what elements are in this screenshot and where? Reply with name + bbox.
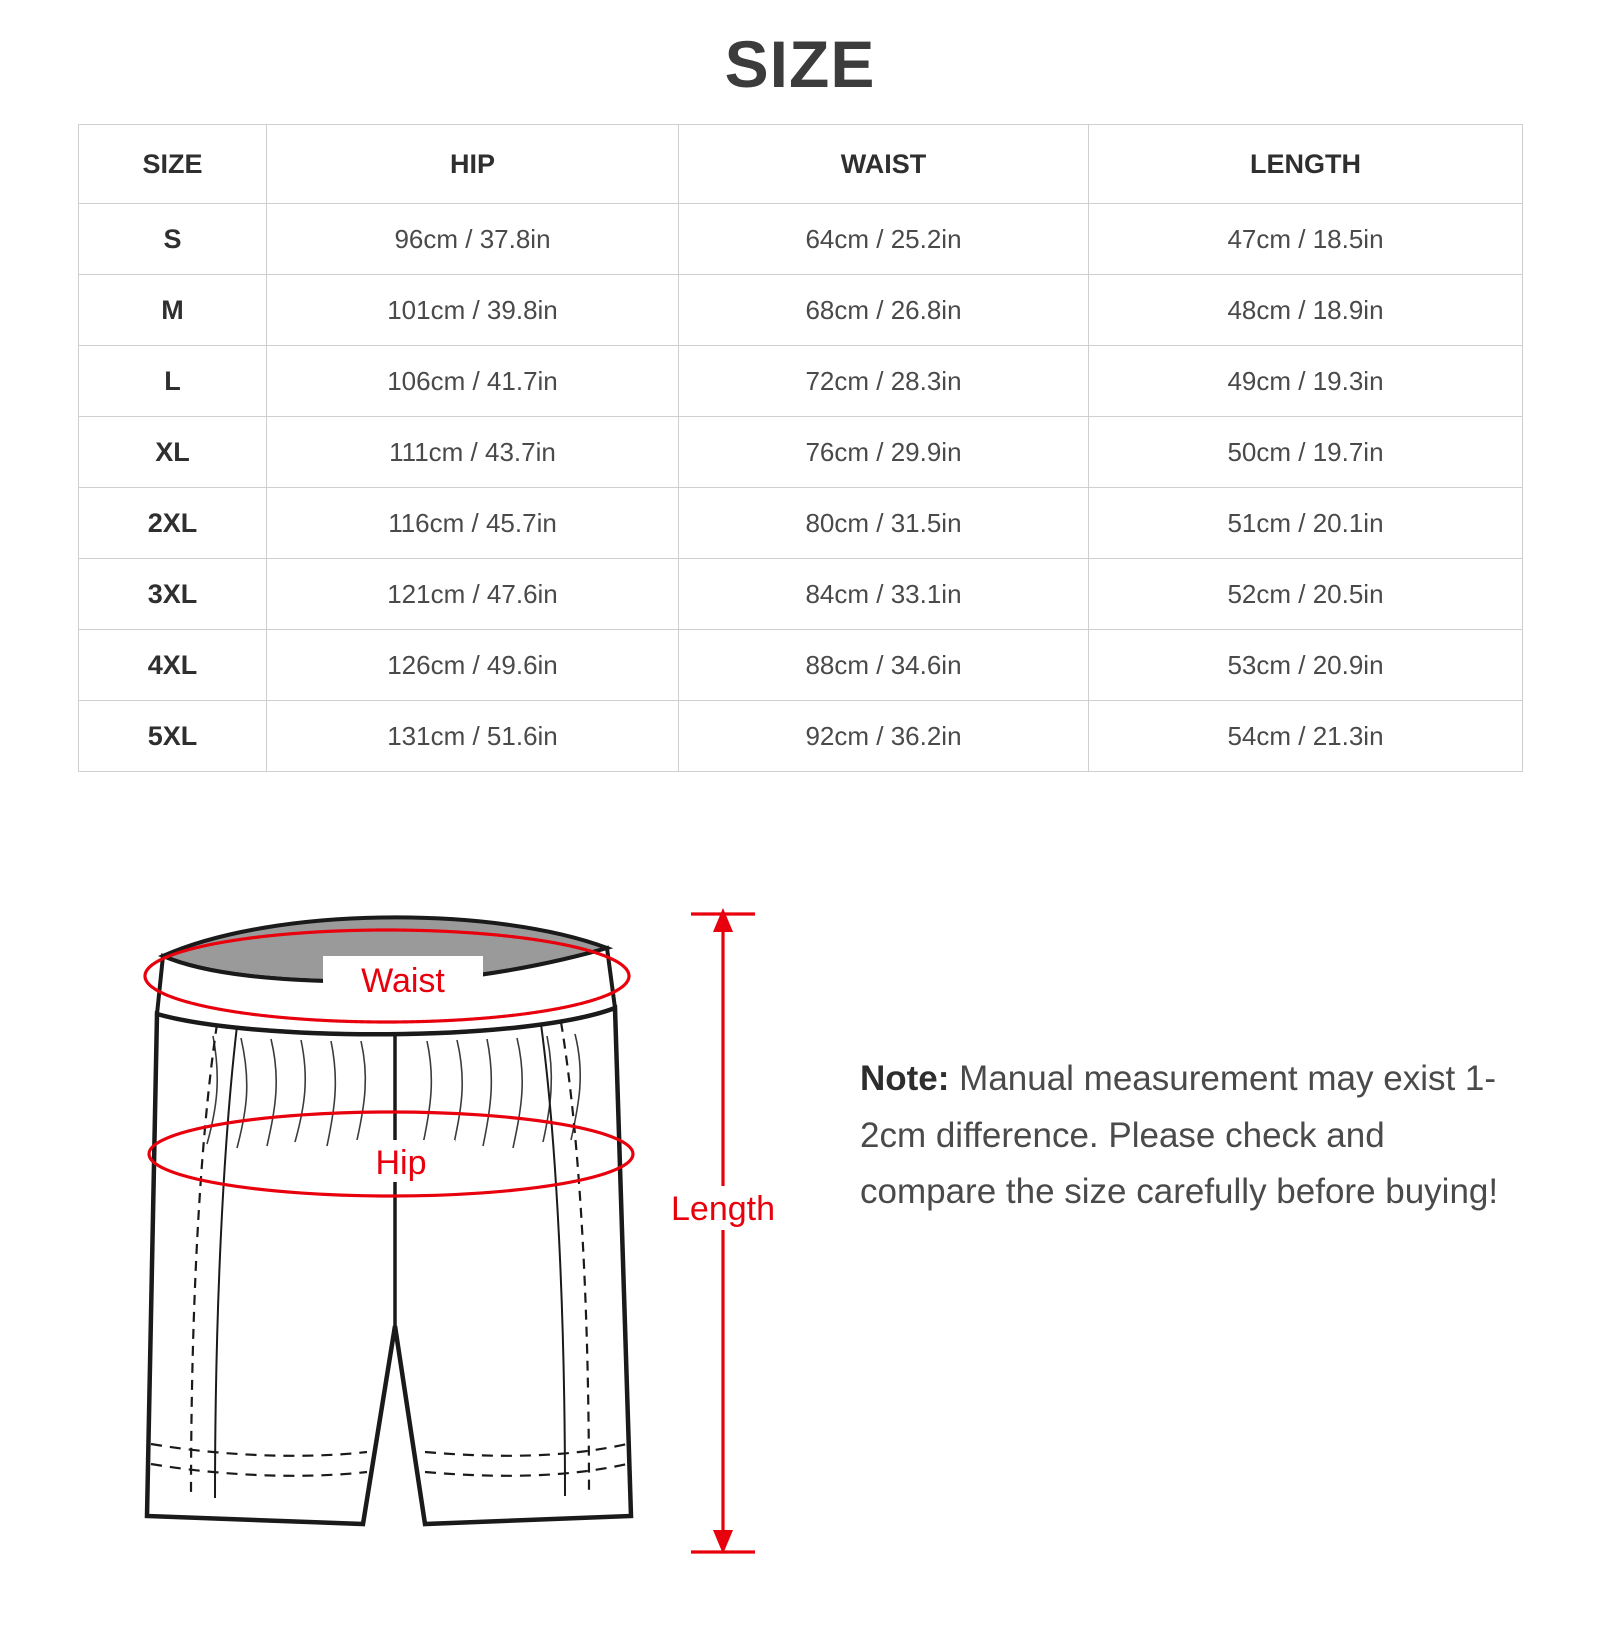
cell-waist: 64cm / 25.2in xyxy=(679,204,1089,275)
cell-waist: 92cm / 36.2in xyxy=(679,701,1089,772)
note-body: Manual measurement may exist 1-2cm difference. Please check and compare the size carefully before buying! xyxy=(860,1059,1499,1212)
cell-size: 5XL xyxy=(79,701,267,772)
note-text xyxy=(860,1051,1500,1221)
cell-hip: 111cm / 43.7in xyxy=(267,417,679,488)
size-chart-table-wrapper xyxy=(78,124,1522,772)
cell-waist: 80cm / 31.5in xyxy=(679,488,1089,559)
cell-hip: 121cm / 47.6in xyxy=(267,559,679,630)
column-header-waist: WAIST xyxy=(679,125,1089,204)
cell-length: 51cm / 20.1in xyxy=(1089,488,1523,559)
cell-length: 50cm / 19.7in xyxy=(1089,417,1523,488)
shorts-illustration-svg xyxy=(95,896,815,1596)
table-row xyxy=(79,346,1523,417)
cell-length: 52cm / 20.5in xyxy=(1089,559,1523,630)
cell-waist: 88cm / 34.6in xyxy=(679,630,1089,701)
cell-length: 53cm / 20.9in xyxy=(1089,630,1523,701)
cell-size: XL xyxy=(79,417,267,488)
table-row xyxy=(79,559,1523,630)
cell-hip: 131cm / 51.6in xyxy=(267,701,679,772)
table-header-row xyxy=(79,125,1523,204)
column-header-length: LENGTH xyxy=(1089,125,1523,204)
note-prefix: Note: xyxy=(860,1059,950,1098)
cell-waist: 76cm / 29.9in xyxy=(679,417,1089,488)
hip-label: Hip xyxy=(375,1144,427,1182)
cell-length: 48cm / 18.9in xyxy=(1089,275,1523,346)
cell-size: L xyxy=(79,346,267,417)
cell-size: 2XL xyxy=(79,488,267,559)
cell-hip: 96cm / 37.8in xyxy=(267,204,679,275)
cell-size: 4XL xyxy=(79,630,267,701)
column-header-size: SIZE xyxy=(79,125,267,204)
table-row xyxy=(79,275,1523,346)
cell-size: 3XL xyxy=(79,559,267,630)
cell-size: M xyxy=(79,275,267,346)
cell-hip: 126cm / 49.6in xyxy=(267,630,679,701)
table-row xyxy=(79,204,1523,275)
cell-waist: 68cm / 26.8in xyxy=(679,275,1089,346)
cell-waist: 72cm / 28.3in xyxy=(679,346,1089,417)
measurement-diagram-section xyxy=(0,886,1600,1626)
table-row xyxy=(79,630,1523,701)
cell-hip: 101cm / 39.8in xyxy=(267,275,679,346)
cell-waist: 84cm / 33.1in xyxy=(679,559,1089,630)
waist-label: Waist xyxy=(361,962,445,1000)
cell-length: 54cm / 21.3in xyxy=(1089,701,1523,772)
table-row xyxy=(79,701,1523,772)
length-arrow-top xyxy=(713,908,733,932)
page-title: SIZE xyxy=(724,27,876,101)
cell-hip: 116cm / 45.7in xyxy=(267,488,679,559)
column-header-hip: HIP xyxy=(267,125,679,204)
cell-length: 49cm / 19.3in xyxy=(1089,346,1523,417)
size-chart-table xyxy=(78,124,1523,772)
length-label: Length xyxy=(671,1190,775,1228)
cell-length: 47cm / 18.5in xyxy=(1089,204,1523,275)
table-row xyxy=(79,488,1523,559)
cell-size: S xyxy=(79,204,267,275)
table-row xyxy=(79,417,1523,488)
shorts-diagram xyxy=(95,896,815,1596)
cell-hip: 106cm / 41.7in xyxy=(267,346,679,417)
